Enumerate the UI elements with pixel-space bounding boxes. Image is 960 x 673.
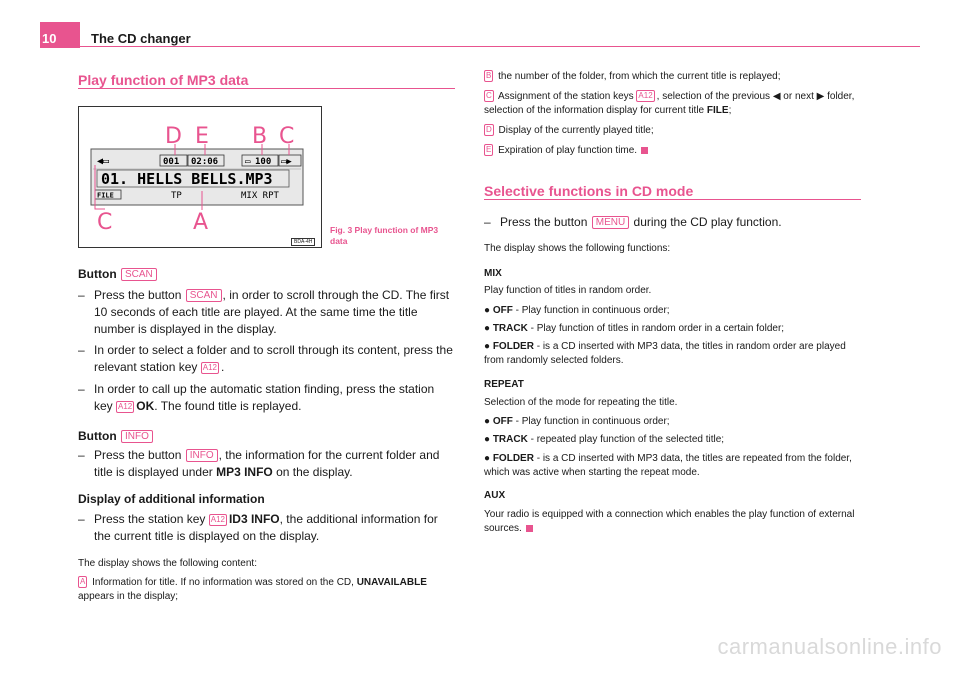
title-display: 01. HELLS BELLS.MP3 <box>101 170 273 188</box>
station-key-ref: A12 <box>210 514 225 524</box>
folder-number: 001 <box>163 157 180 167</box>
aux-desc: Your radio is equipped with a connection which enables the play function of external sources. <box>484 509 855 534</box>
additional-intro: The display shows the following content: <box>78 558 257 569</box>
file-label: FILE <box>97 191 114 200</box>
station-key-ref: A12 <box>202 362 217 372</box>
item-a: A Information for title. If no information was stored on the CD, UNAVAILABLE appears in the display; <box>78 577 427 602</box>
scan-item-2: – In order to select a folder and to scroll through its content, press the relevant station key A12 . <box>78 343 453 374</box>
section-rule <box>78 88 455 89</box>
mix-rpt-indicator: MIX RPT <box>241 191 279 201</box>
section-title-selective: Selective functions in CD mode <box>484 183 694 199</box>
page-number: 10 <box>42 31 57 46</box>
scan-key-inline: SCAN <box>186 289 222 302</box>
ref-a: A <box>80 577 86 587</box>
mix-desc: Play function of titles in random order. <box>484 285 652 296</box>
watermark: carmanualsonline.info <box>717 634 942 659</box>
scan-item-1: – Press the button SCAN , in order to scroll through the CD. The first 10 seconds of each title are played. At the same time the title number is displayed in the display. <box>78 288 450 336</box>
scan-key: SCAN <box>121 268 157 281</box>
scan-heading: Button SCAN <box>78 266 158 283</box>
header-rule <box>80 46 920 47</box>
callout-a: A <box>193 210 209 235</box>
callout-d: D <box>165 124 182 149</box>
repeat-heading: REPEAT <box>484 379 524 390</box>
repeat-bullet-off: ● OFF - Play function in continuous order; <box>484 416 670 427</box>
info-key-inline: INFO <box>186 449 218 462</box>
repeat-desc: Selection of the mode for repeating the title. <box>484 397 678 408</box>
figure-caption: Fig. 3 Play function of MP3 data <box>330 225 439 246</box>
station-key-ref: A12 <box>118 401 133 411</box>
mix-bullet-off: ● OFF - Play function in continuous order; <box>484 305 670 316</box>
info-item: – Press the button INFO , the information for the current folder and title is displayed under MP3 INFO on the display. <box>78 448 440 479</box>
additional-item: – Press the station key A12 ID3 INFO, the additional information for the current title is displayed on the display. <box>78 512 438 543</box>
figure-mp3-display <box>78 106 322 248</box>
folder-icon: ▭ <box>245 157 251 167</box>
track-number: 100 <box>255 157 272 167</box>
ref-d: D <box>486 125 492 135</box>
item-c: C Assignment of the station keys A12 , selection of the previous ◀ or next ▶ folder, selection of the information display for current title FILE; <box>484 91 855 116</box>
functions-intro: The display shows the following functions: <box>484 243 671 254</box>
menu-step: – Press the button MENU during the CD play function. <box>484 215 782 229</box>
info-key: INFO <box>121 430 153 443</box>
repeat-bullet-track: ● TRACK - repeated play function of the selected title; <box>484 434 725 445</box>
mix-bullet-track: ● TRACK - Play function of titles in random order in a certain folder; <box>484 323 785 334</box>
callout-e: E <box>195 124 209 149</box>
menu-key: MENU <box>592 216 629 229</box>
running-title: The CD changer <box>91 31 191 46</box>
mix-heading: MIX <box>484 268 502 279</box>
section-title-mp3: Play function of MP3 data <box>78 72 249 88</box>
ref-e: E <box>486 145 492 155</box>
end-marker <box>526 525 533 532</box>
callout-b: B <box>252 124 268 149</box>
ref-c: C <box>486 91 492 101</box>
additional-heading: Display of additional information <box>78 492 265 506</box>
item-e: E Expiration of play function time. <box>484 144 864 158</box>
next-folder-icon: ▭▶ <box>281 157 292 167</box>
section-rule <box>484 199 861 200</box>
info-heading: Button INFO <box>78 428 154 445</box>
scan-item-3: – In order to call up the automatic station finding, press the station key A12 OK. The found title is replayed. <box>78 382 435 413</box>
item-b: B the number of the folder, from which the current title is replayed; <box>486 71 781 82</box>
aux-heading: AUX <box>484 490 506 501</box>
item-d: D Display of the currently played title; <box>486 125 654 136</box>
figure-code: BDA-4H <box>291 238 315 246</box>
callout-c-bottom: C <box>97 210 113 235</box>
play-time: 02:06 <box>191 157 219 167</box>
station-key-ref: A12 <box>638 91 653 101</box>
callout-c-top: C <box>279 124 295 149</box>
radio-display-illustration <box>79 107 321 247</box>
tp-indicator: TP <box>171 191 182 201</box>
prev-folder-icon: ◀▭ <box>97 156 110 167</box>
end-marker <box>641 147 648 154</box>
repeat-bullet-folder: ● FOLDER - is a CD inserted with MP3 data, the titles are repeated from the folder, which was active when starting the repeat mode. <box>484 453 852 478</box>
ref-b: B <box>486 71 492 81</box>
mix-bullet-folder: ● FOLDER - is a CD inserted with MP3 data, the titles in random order are played from randomly selected folders. <box>484 341 846 366</box>
